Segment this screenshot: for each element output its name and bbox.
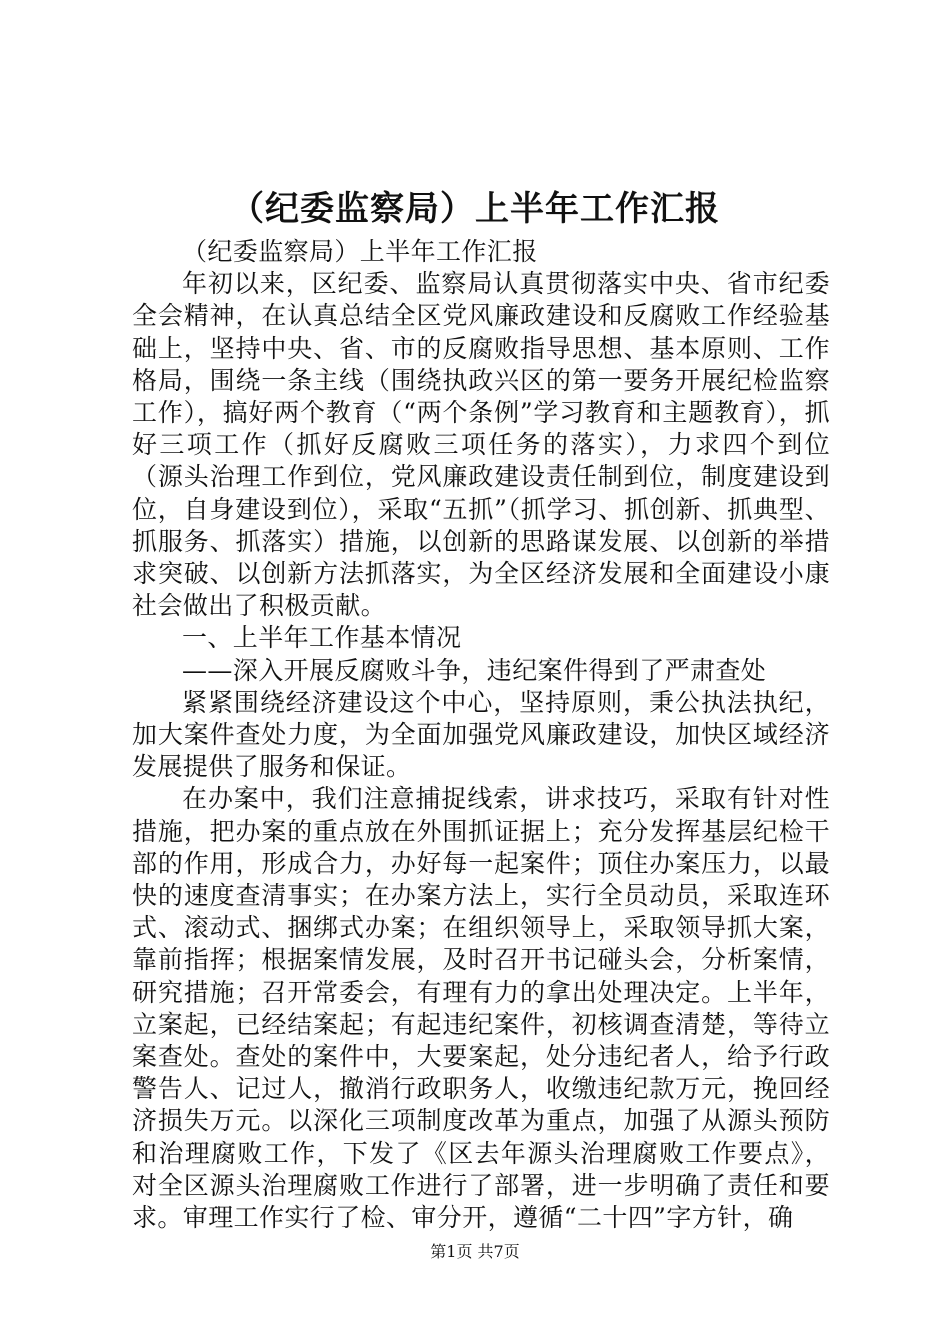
- section-heading: 一、上半年工作基本情况: [182, 623, 462, 653]
- page-footer: 第1页 共7页: [430, 1242, 520, 1261]
- paragraph-case-focus: 紧紧围绕经济建设这个中心，坚持原则，秉公执法执纪，加大案件查处力度，为全面加强党风廉政建设，加快区域经济发展提供了服务和保证。: [132, 687, 830, 782]
- document-body: [132, 236, 830, 1234]
- paragraph-intro: 年初以来，区纪委、监察局认真贯彻落实中央、省市纪委全会精神，在认真总结全区党风廉政建设和反腐败工作经验基础上，坚持中央、省、市的反腐败指导思想、基本原则、工作格局，围绕一条主线（围绕执政兴区的第一要务开展纪检监察工作），搞好两个教育（“两个条例”学习教育和主题教育），抓好三项工作（抓好反腐败三项任务的落实），力求四个到位（源头治理工作到位，党风廉政建设责任制到位，制度建设到位，自身建设到位），采取“五抓”（抓学习、抓创新、抓典型、抓服务、抓落实）措施，以创新的思路谋发展、以创新的举措求突破、以创新方法抓落实，为全区经济发展和全面建设小康社会做出了积极贡献。: [132, 269, 830, 621]
- document-title: （纪委监察局）上半年工作汇报: [230, 189, 720, 229]
- paragraph-subtitle: （纪委监察局）上半年工作汇报: [182, 237, 538, 266]
- paragraph-case-handling: 在办案中，我们注意捕捉线索，讲求技巧，采取有针对性措施，把办案的重点放在外围抓证据上；充分发挥基层纪检干部的作用，形成合力，办好每一起案件；顶住办案压力，以最快的速度查清事实；在办案方法上，实行全员动员，采取连环式、滚动式、捆绑式办案；在组织领导上，采取领导抓大案，靠前指挥；根据案情发展，及时召开书记碰头会，分析案情，研究措施；召开常委会，有理有力的拿出处理决定。上半年，立案起，已经结案起；有起违纪案件，初核调查清楚，等待立案查处。查处的案件中，大要案起，处分违纪者人，给予行政警告人、记过人，撤消行政职务人，收缴违纪款万元，挽回经济损失万元。以深化三项制度改革为重点，加强了从源头预防和治理腐败工作，下发了《区去年源头治理腐败工作要点》，对全区源头治理腐败工作进行了部署，进一步明确了责任和要求。审理工作实行了检、审分开，遵循“二十四”字方针，确: [132, 784, 830, 1233]
- subsection-heading: ——深入开展反腐败斗争，违纪案件得到了严肃查处: [182, 655, 767, 685]
